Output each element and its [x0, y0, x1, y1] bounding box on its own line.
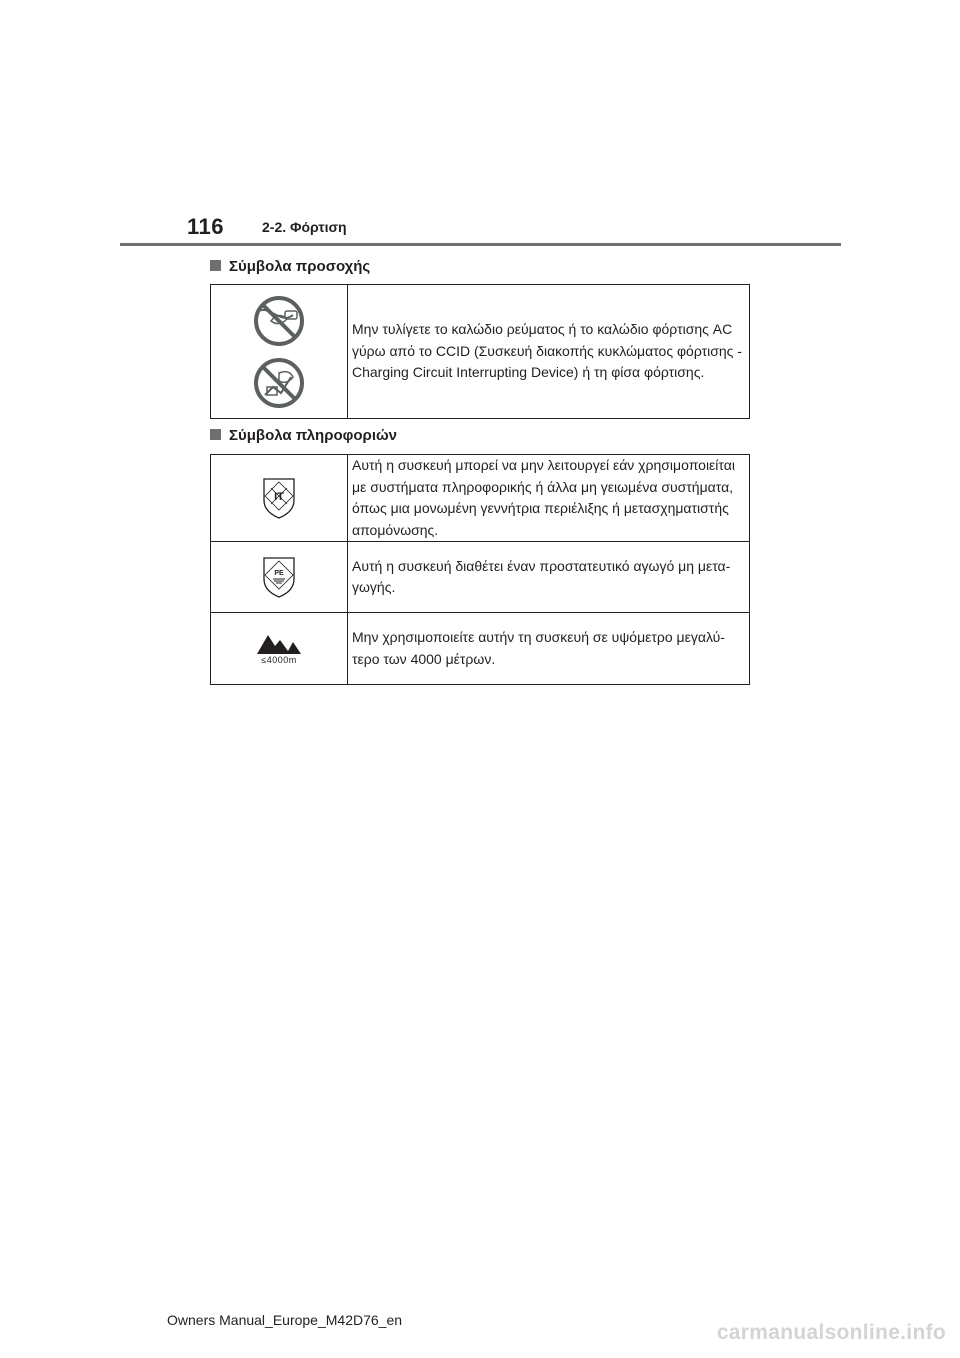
info-symbols-heading: Σύμβολα πληροφοριών [210, 427, 397, 444]
it-label: IT [274, 491, 284, 503]
table-row [211, 285, 750, 419]
page-number: 116 [187, 214, 224, 239]
altitude-mountain-icon [256, 633, 302, 655]
header-divider [120, 243, 841, 246]
icon-cell [211, 455, 348, 542]
table-row [211, 613, 750, 685]
pe-label: PE [274, 570, 284, 577]
warning-description: Μην τυλίγετε το καλώδιο ρεύματος ή το καλώδιο φόρτισης AC γύρω από το CCID (Συσκευή διακοπής κυκλώματος φόρτισης - Charging Circuit Interrupting Device) ή τη φίσα φόρτισης. [348, 285, 750, 419]
pe-conductor-shield-icon [261, 555, 297, 599]
warning-symbols-heading: Σύμβολα προσοχής [210, 258, 370, 275]
icon-cell [211, 285, 348, 419]
footer-text: Owners Manual_Europe_M42D76_en [167, 1312, 403, 1328]
square-bullet-icon [210, 429, 221, 440]
table-row [211, 542, 750, 613]
it-system-description: Αυτή η συσκευή μπορεί να μην λειτουργεί εάν χρησιμοποιείται με συστήματα πληροφορικής ή άλλα μη γειωμένα συστήματα, όπως μια μονωμένη γεννήτρια περιέλιξης ή μετασχηματιστής απομόνωσης. [348, 455, 750, 542]
no-wrapping-plug-icon [251, 357, 307, 409]
icon-cell [211, 613, 348, 685]
warning-symbols-table [210, 284, 750, 419]
watermark: carmanualsonline.info [716, 1321, 946, 1344]
icon-cell [211, 542, 348, 613]
no-wrapping-cable-icon [251, 295, 307, 347]
square-bullet-icon [210, 260, 221, 271]
altitude-description: Μην χρησιμοποιείτε αυτήν τη συσκευή σε υψόμετρο μεγαλύ-τερο των 4000 μέτρων. [348, 613, 750, 685]
pe-conductor-description: Αυτή η συσκευή διαθέτει έναν προστατευτικό αγωγό μη μετα-γωγής. [348, 542, 750, 613]
section-title: 2-2. Φόρτιση [262, 219, 347, 235]
altitude-limit-label: ≤4000m [261, 654, 297, 665]
info-symbols-table [210, 454, 750, 685]
it-network-shield-icon [261, 476, 297, 520]
table-row [211, 455, 750, 542]
